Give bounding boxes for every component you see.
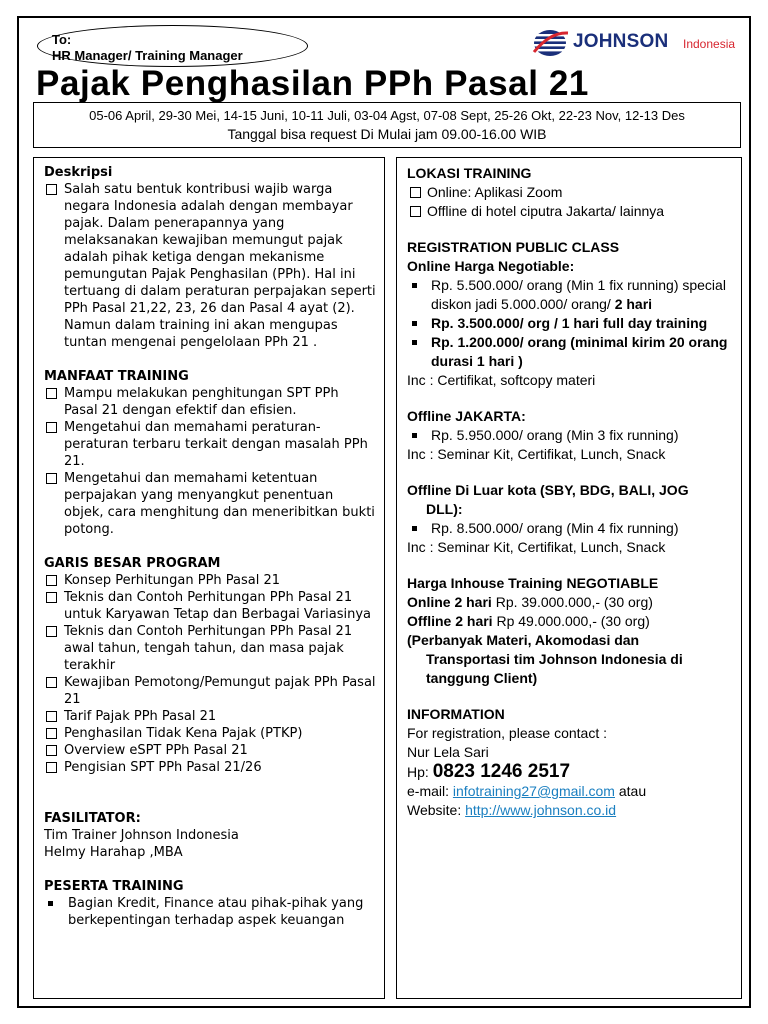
website-link[interactable]: http://www.johnson.co.id bbox=[465, 802, 617, 818]
peserta-list bbox=[44, 895, 376, 929]
list-item: Tarif Pajak PPh Pasal 21 bbox=[44, 708, 376, 725]
johnson-logo bbox=[530, 28, 742, 60]
peserta-heading: PESERTA TRAINING bbox=[44, 879, 184, 894]
phone-label: Hp: bbox=[407, 764, 433, 780]
list-item: Overview eSPT PPh Pasal 21 bbox=[44, 742, 376, 759]
info-contact: For registration, please contact : bbox=[407, 725, 607, 741]
deskripsi-heading: Deskripsi bbox=[44, 165, 113, 180]
list-item: Kewajiban Pemotong/Pemungut pajak PPh Pasal 21 bbox=[44, 674, 376, 708]
deskripsi-text: Salah satu bentuk kontribusi wajib warga negara Indonesia adalah dengan membayar pajak. Dalam penerapannya yang melaksanakan kewajiban memungut pajak adalah pihak ketiga dengan mekanisme pemungutan Pajak Penghasilan (PPh). Hal ini tertuang di dalam peraturan perpajakan seperti PPh Pasal 21,22, 23, 26 dan Pasal 4 ayat (2). Namun dalam training ini akan mengupas tuntan mengenai pengelolaan PPh 21 . bbox=[44, 181, 376, 351]
email-link[interactable]: infotraining27@gmail.com bbox=[452, 783, 615, 799]
phone-number: 0823 1246 2517 bbox=[432, 761, 571, 782]
schedule-note: Tanggal bisa request Di Mulai jam 09.00-16.00 WIB bbox=[227, 126, 547, 142]
schedule-box bbox=[33, 102, 741, 148]
garis-list bbox=[44, 572, 376, 776]
recipient-oval bbox=[37, 25, 308, 67]
inhouse-note-2: Transportasi tim Johnson Indonesia di bbox=[426, 651, 683, 667]
luar-kota-heading: Offline Di Luar kota (SBY, BDG, BALI, JOG bbox=[407, 482, 689, 498]
schedule-dates: 05-06 April, 29-30 Mei, 14-15 Juni, 10-11 Juli, 03-04 Agst, 07-08 Sept, 25-26 Okt, 22-23 Nov, 12-13 Des bbox=[89, 108, 685, 123]
inhouse-online-label: Online 2 hari bbox=[407, 594, 492, 610]
lokasi-list bbox=[407, 183, 733, 221]
info-name: Nur Lela Sari bbox=[407, 744, 489, 760]
luar-kota-heading-cont: DLL): bbox=[426, 501, 463, 517]
email-label: e-mail: bbox=[407, 783, 453, 799]
fasilitator-line: Tim Trainer Johnson Indonesia bbox=[44, 828, 239, 843]
list-item: Mengetahui dan memahami ketentuan perpajakan yang menyangkut penentuan objek, cara menghitung dan meneribitkan bukti potong. bbox=[44, 470, 376, 538]
email-suffix: atau bbox=[614, 783, 647, 799]
online-price-1-duration: 2 hari bbox=[614, 296, 653, 312]
email-line bbox=[407, 782, 733, 801]
online-price-3: Rp. 1.200.000/ orang (minimal kirim 20 orang durasi 1 hari ) bbox=[407, 333, 733, 371]
lokasi-heading: LOKASI TRAINING bbox=[407, 165, 532, 181]
list-item: Online: Aplikasi Zoom bbox=[407, 183, 733, 202]
list-item: Rp. 8.500.000/ orang (Min 4 fix running) bbox=[407, 519, 733, 538]
inhouse-note-3: tanggung Client) bbox=[426, 670, 538, 686]
garis-heading: GARIS BESAR PROGRAM bbox=[44, 556, 221, 571]
list-item bbox=[407, 276, 733, 314]
manfaat-heading: MANFAAT TRAINING bbox=[44, 369, 189, 384]
logo-globe-icon bbox=[530, 28, 570, 58]
online-heading: Online Harga Negotiable: bbox=[407, 258, 575, 274]
luar-kota-includes: Inc : Seminar Kit, Certifikat, Lunch, Snack bbox=[407, 539, 666, 555]
list-item: Pengisian SPT PPh Pasal 21/26 bbox=[44, 759, 376, 776]
inhouse-heading: Harga Inhouse Training NEGOTIABLE bbox=[407, 575, 659, 591]
recipient-text: HR Manager/ Training Manager bbox=[52, 48, 243, 63]
fasilitator-line: Helmy Harahap ,MBA bbox=[44, 845, 183, 860]
logo-brand: JOHNSON bbox=[573, 31, 669, 52]
luar-kota-price-list bbox=[407, 519, 733, 538]
list-item: Mampu melakukan penghitungan SPT PPh Pasal 21 dengan efektif dan efisien. bbox=[44, 385, 376, 419]
list-item: Bagian Kredit, Finance atau pihak-pihak yang berkepentingan terhadap aspek keuangan bbox=[44, 895, 376, 929]
inhouse-offline bbox=[407, 612, 733, 631]
online-price-1: Rp. 5.500.000/ orang (Min 1 fix running) special diskon jadi 5.000.000/ orang/ bbox=[431, 277, 726, 312]
inhouse-online bbox=[407, 593, 733, 612]
logo-subtitle: Indonesia bbox=[683, 37, 736, 51]
deskripsi-list bbox=[44, 181, 376, 351]
list-item: Offline di hotel ciputra Jakarta/ lainnya bbox=[407, 202, 733, 221]
jakarta-heading: Offline JAKARTA: bbox=[407, 408, 526, 424]
left-column bbox=[33, 157, 385, 999]
website-label: Website: bbox=[407, 802, 466, 818]
fasilitator-heading: FASILITATOR: bbox=[44, 811, 141, 826]
manfaat-list bbox=[44, 385, 376, 538]
list-item: Penghasilan Tidak Kena Pajak (PTKP) bbox=[44, 725, 376, 742]
inhouse-offline-value: Rp 49.000.000,- (30 org) bbox=[492, 613, 650, 629]
inhouse-online-value: Rp. 39.000.000,- (30 org) bbox=[491, 594, 653, 610]
jakarta-includes: Inc : Seminar Kit, Certifikat, Lunch, Snack bbox=[407, 446, 666, 462]
list-item: Teknis dan Contoh Perhitungan PPh Pasal 21 awal tahun, tengah tahun, dan masa pajak terakhir bbox=[44, 623, 376, 674]
inhouse-note-1: (Perbanyak Materi, Akomodasi dan bbox=[407, 632, 640, 648]
list-item: Rp. 5.950.000/ orang (Min 3 fix running) bbox=[407, 426, 733, 445]
page-title: Pajak Penghasilan PPh Pasal 21 bbox=[36, 64, 589, 103]
list-item: Konsep Perhitungan PPh Pasal 21 bbox=[44, 572, 376, 589]
info-heading: INFORMATION bbox=[407, 706, 505, 722]
website-line bbox=[407, 801, 733, 820]
online-price-2: Rp. 3.500.000/ org / 1 hari full day training bbox=[407, 314, 733, 333]
right-column bbox=[396, 157, 742, 999]
phone-line bbox=[407, 762, 733, 782]
list-item: Mengetahui dan memahami peraturan-peraturan terbaru terkait dengan masalah PPh 21. bbox=[44, 419, 376, 470]
list-item: Teknis dan Contoh Perhitungan PPh Pasal 21 untuk Karyawan Tetap dan Berbagai Variasinya bbox=[44, 589, 376, 623]
to-label: To: bbox=[52, 32, 72, 47]
jakarta-price-list bbox=[407, 426, 733, 445]
online-price-list bbox=[407, 276, 733, 371]
online-includes: Inc : Certifikat, softcopy materi bbox=[407, 372, 596, 388]
inhouse-offline-label: Offline 2 hari bbox=[407, 613, 493, 629]
registration-heading: REGISTRATION PUBLIC CLASS bbox=[407, 239, 620, 255]
